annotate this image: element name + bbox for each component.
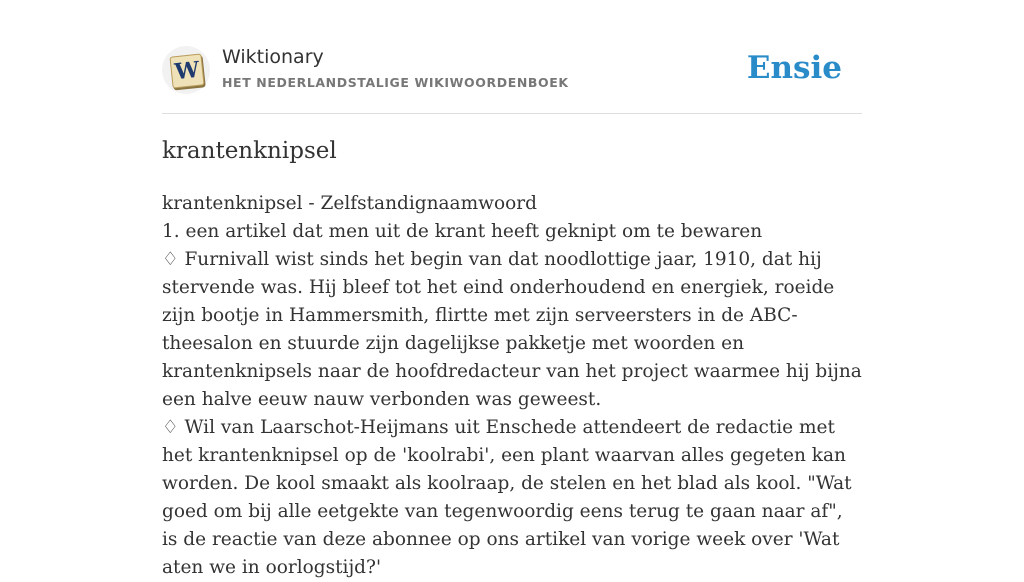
entry-definition: 1. een artikel dat men uit de krant heeft geknipt om te bewaren <box>162 221 763 242</box>
site-name[interactable]: Wiktionary <box>222 46 324 68</box>
wiktionary-logo-icon[interactable] <box>162 46 210 94</box>
logo-tile: W <box>169 53 204 88</box>
header-divider <box>162 113 862 114</box>
entry-example-1: ♢ Furnivall wist sinds het begin van dat noodlottige jaar, 1910, dat hij stervende was. Hij bleef tot het eind onderhoudend en energiek, roeide zijn bootje in Hammersmith, flirtte met zijn serveersters in de ABC-theesalon en stuurde zijn dagelijkse pakketje met woorden en krantenknipsels naar de hoofdredacteur van het project waarmee hij bijna een halve eeuw nauw verbonden was geweest. <box>162 249 862 410</box>
ensie-brand-logo[interactable]: Ensie <box>746 50 842 86</box>
entry-body <box>162 190 862 582</box>
site-header <box>162 44 862 104</box>
entry-headword-line: krantenknipsel - Zelfstandignaamwoord <box>162 193 537 214</box>
entry-title: krantenknipsel <box>162 138 337 164</box>
entry-example-2: ♢ Wil van Laarschot-Heijmans uit Enschede attendeert de redactie met het krantenknipsel op de 'koolrabi', een plant waarvan alles gegeten kan worden. De kool smaakt als koolraap, de stelen en het blad als kool. "Wat goed om bij alle eetgekte van tegenwoordig eens terug te gaan naar af", is de reactie van deze abonnee op ons artikel van vorige week over 'Wat aten we in oorlogstijd?' <box>162 417 852 578</box>
site-tagline: HET NEDERLANDSTALIGE WIKIWOORDENBOEK <box>222 75 569 90</box>
